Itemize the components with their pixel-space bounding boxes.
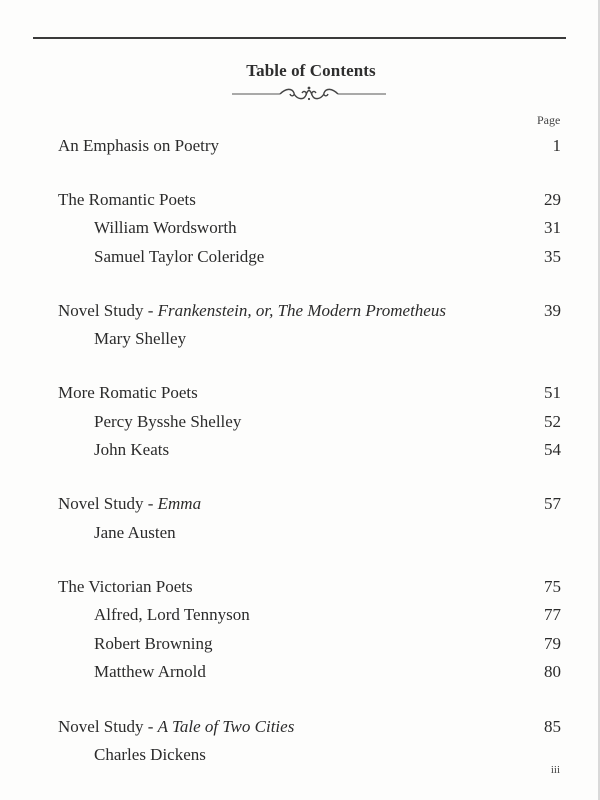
entry-title-text: Alfred, Lord Tennyson xyxy=(94,605,250,624)
toc-entry xyxy=(0,188,600,212)
toc-subentry xyxy=(0,438,600,462)
entry-title-text: Charles Dickens xyxy=(94,745,206,764)
toc-subentry xyxy=(0,632,600,656)
entry-title xyxy=(58,381,198,405)
toc-subentry xyxy=(0,245,600,269)
toc-subentry xyxy=(0,521,600,545)
toc-subentry xyxy=(0,216,600,240)
entry-title-text: Samuel Taylor Coleridge xyxy=(94,247,265,266)
entry-title-italic: Emma xyxy=(157,494,202,513)
entry-page-number: 51 xyxy=(544,383,561,402)
entry-title-text: Mary Shelley xyxy=(94,329,187,348)
entry-title-text: The Victorian Poets xyxy=(58,577,193,596)
toc-entry xyxy=(0,381,600,405)
entry-page-number: 75 xyxy=(544,577,561,596)
header-rule xyxy=(33,37,566,39)
toc-subentry xyxy=(0,660,600,684)
entry-page-number: 39 xyxy=(544,301,561,320)
entry-title-text: Percy Bysshe Shelley xyxy=(94,412,242,431)
entry-title xyxy=(94,660,206,684)
entry-page-number: 80 xyxy=(544,662,561,681)
entry-title xyxy=(58,134,219,158)
entry-title-text: An Emphasis on Poetry xyxy=(58,136,220,155)
entry-title xyxy=(94,410,241,434)
entry-title-text: John Keats xyxy=(94,440,170,459)
entry-page-number: 29 xyxy=(544,190,561,209)
entry-page-number: 54 xyxy=(544,440,561,459)
entry-title-text: Robert Browning xyxy=(94,634,213,653)
entry-page-number: 77 xyxy=(544,605,561,624)
entry-page-number: 79 xyxy=(544,634,561,653)
toc-entry xyxy=(0,492,600,516)
toc-entry xyxy=(0,134,600,158)
toc-subentry xyxy=(0,743,600,767)
toc-entry xyxy=(0,575,600,599)
entry-page-number: 57 xyxy=(544,494,561,513)
entry-title-text: Novel Study - xyxy=(58,301,158,320)
entry-title-text: Novel Study - xyxy=(58,494,158,513)
entry-title xyxy=(94,603,250,627)
page-column-header: Page xyxy=(537,113,561,127)
entry-title-text: More Romatic Poets xyxy=(58,383,198,402)
entry-title xyxy=(58,715,294,739)
entry-title-italic: Frankenstein, or, The Modern Prometheus xyxy=(157,301,446,320)
entry-title xyxy=(94,216,237,240)
entry-title-text: The Romantic Poets xyxy=(58,190,196,209)
entry-title xyxy=(58,299,446,323)
entry-title-text: Jane Austen xyxy=(94,523,176,542)
ornament-divider-icon xyxy=(232,84,386,104)
entry-title-text: Novel Study - xyxy=(58,717,158,736)
page-folio: iii xyxy=(550,764,560,776)
entry-page-number: 31 xyxy=(544,218,561,237)
entry-page-number: 1 xyxy=(552,136,561,155)
toc-entry xyxy=(0,715,600,739)
entry-title xyxy=(58,188,196,212)
entry-title-italic: A Tale of Two Cities xyxy=(157,717,295,736)
entry-title xyxy=(94,521,176,545)
entry-title xyxy=(58,492,201,516)
entry-page-number: 85 xyxy=(544,717,561,736)
entry-title xyxy=(94,632,213,656)
toc-subentry xyxy=(0,410,600,434)
entry-title xyxy=(94,327,186,351)
entry-title xyxy=(94,245,264,269)
toc-subentry xyxy=(0,327,600,351)
entry-page-number: 35 xyxy=(544,247,561,266)
toc-entry xyxy=(0,299,600,323)
toc-subentry xyxy=(0,603,600,627)
entry-title xyxy=(94,743,206,767)
entry-title-text: Matthew Arnold xyxy=(94,662,206,681)
entry-title-text: William Wordsworth xyxy=(94,218,237,237)
page-title: Table of Contents xyxy=(246,61,376,80)
entry-title xyxy=(94,438,169,462)
entry-page-number: 52 xyxy=(544,412,561,431)
entry-title xyxy=(58,575,193,599)
